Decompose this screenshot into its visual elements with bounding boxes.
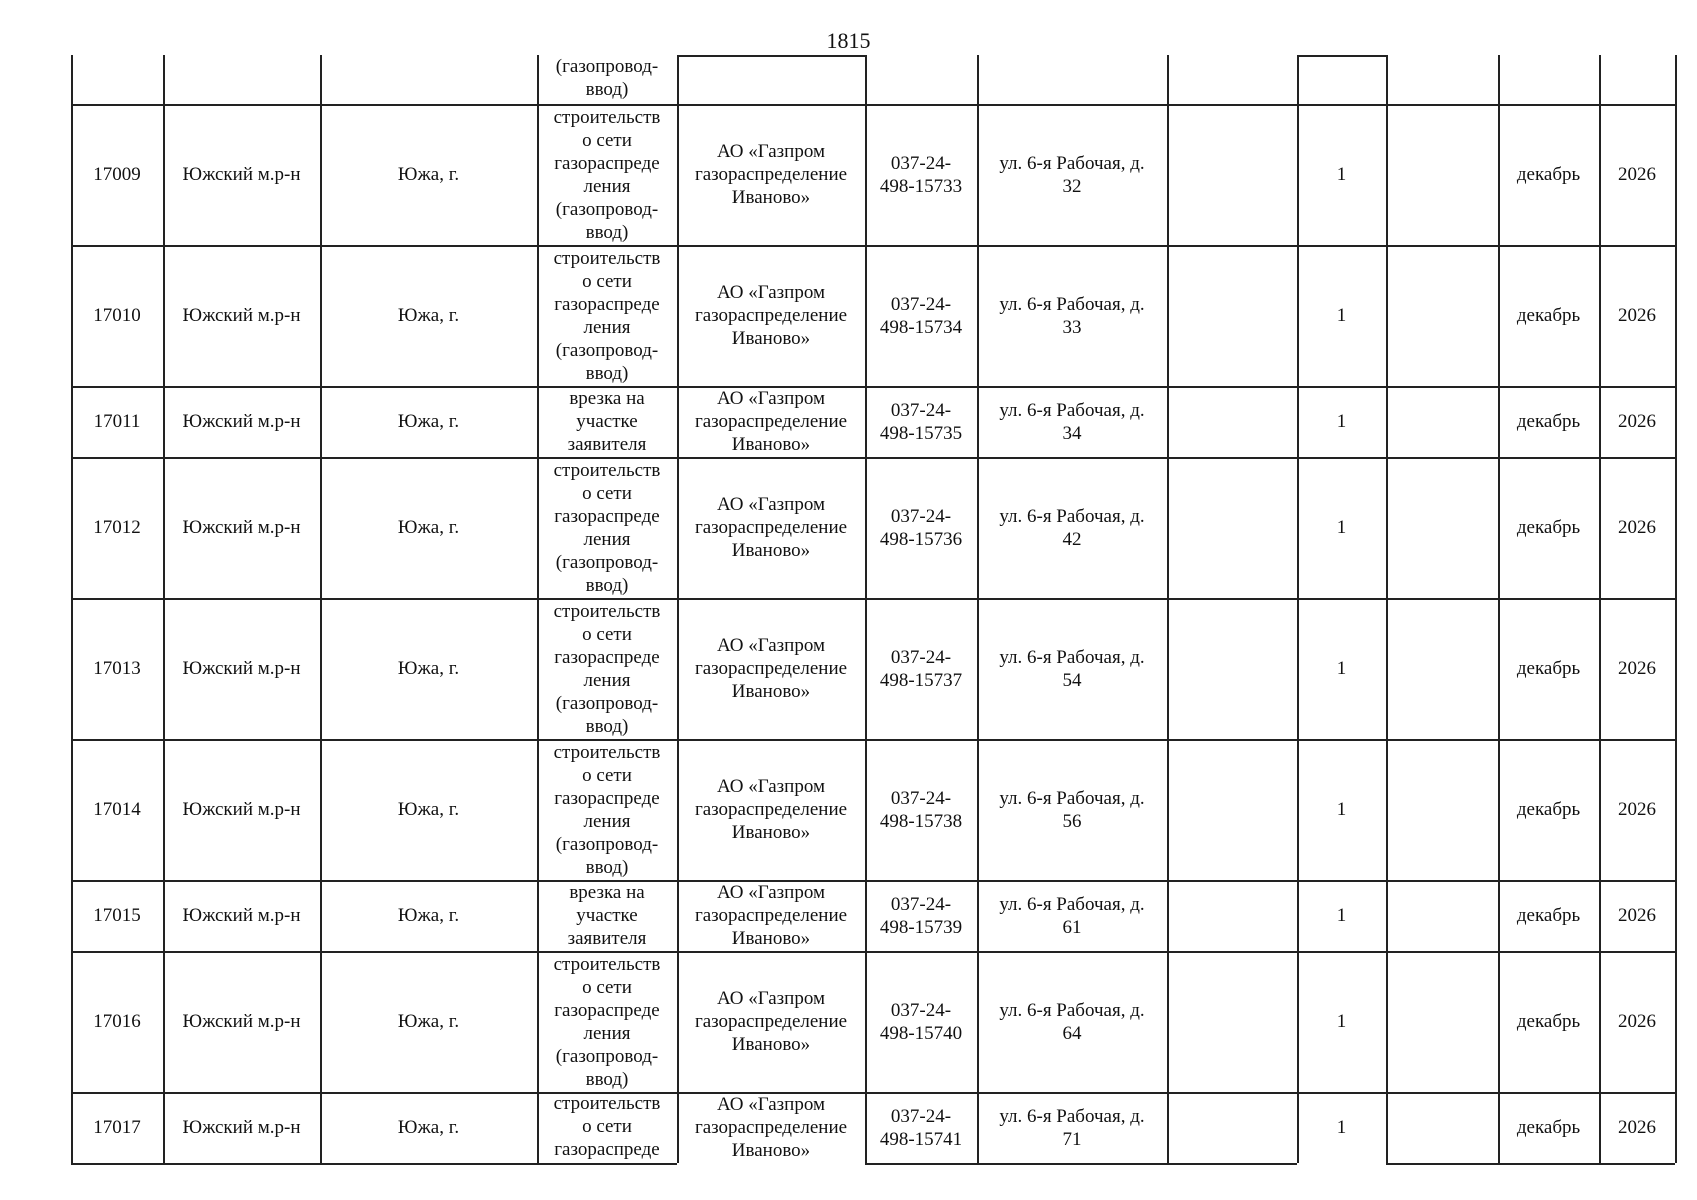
row-number-text: 17012: [93, 517, 141, 538]
cell-organization: [677, 386, 865, 457]
row-number-text: 17010: [93, 305, 141, 326]
table-hline: [677, 55, 865, 57]
locality-text: Южа, г.: [397, 905, 460, 926]
record-code-text: 037-24- 498-15734: [879, 293, 963, 338]
cell-year: [1599, 880, 1675, 951]
quantity-text: 1: [1336, 411, 1347, 432]
address-text: ул. 6-я Рабочая, д. 34: [999, 399, 1145, 444]
work-type-text: строительств о сети газораспреде ления (газопровод- ввод): [553, 247, 661, 384]
cell-year: [1599, 1092, 1675, 1163]
cell-address: [977, 386, 1167, 457]
cell-locality: [320, 951, 537, 1092]
locality-text: Южа, г.: [397, 411, 460, 432]
address-text: ул. 6-я Рабочая, д. 56: [999, 787, 1145, 832]
year-text: 2026: [1618, 905, 1656, 926]
cell-quantity: [1297, 104, 1386, 245]
cell-work-type: [537, 951, 677, 1092]
cell-record-code: [865, 104, 977, 245]
organization-text: АО «Газпром газораспределение Иваново»: [694, 1094, 848, 1161]
cell-note: [1167, 104, 1297, 245]
table-hline: [71, 1163, 677, 1165]
year-text: 2026: [1618, 411, 1656, 432]
cell-row-number: [71, 739, 163, 880]
cell-quantity: [1297, 739, 1386, 880]
cell-record-code: [865, 880, 977, 951]
cell-address: [977, 245, 1167, 386]
district-text: Южский м.р-н: [182, 517, 301, 538]
cell-address: [977, 739, 1167, 880]
quantity-text: 1: [1336, 658, 1347, 679]
cell-locality: [320, 598, 537, 739]
cell-note: [1167, 1092, 1297, 1163]
record-code-text: 037-24- 498-15737: [879, 646, 963, 691]
organization-text: АО «Газпром газораспределение Иваново»: [694, 141, 848, 208]
month-text: декабрь: [1516, 905, 1581, 926]
cell-extra: [1386, 457, 1498, 598]
district-text: Южский м.р-н: [182, 1117, 301, 1138]
record-code-text: 037-24- 498-15736: [879, 505, 963, 550]
cell-year: [1599, 104, 1675, 245]
organization-text: АО «Газпром газораспределение Иваново»: [694, 635, 848, 702]
work-type-continuation: [537, 55, 677, 104]
cell-organization: [677, 880, 865, 951]
cell-note: [1167, 598, 1297, 739]
cell-year: [1599, 739, 1675, 880]
cell-locality: [320, 880, 537, 951]
month-text: декабрь: [1516, 411, 1581, 432]
cell-work-type: [537, 386, 677, 457]
work-type-text: строительств о сети газораспреде ления (газопровод- ввод): [553, 741, 661, 878]
quantity-text: 1: [1336, 799, 1347, 820]
cell-quantity: [1297, 598, 1386, 739]
data-table: [71, 55, 1675, 1165]
organization-text: АО «Газпром газораспределение Иваново»: [694, 882, 848, 949]
cell-work-type: [537, 245, 677, 386]
cell-district: [163, 104, 320, 245]
work-type-text: строительств о сети газораспреде ления (газопровод- ввод): [553, 106, 661, 243]
cell-row-number: [71, 245, 163, 386]
year-text: 2026: [1618, 799, 1656, 820]
quantity-text: 1: [1336, 1011, 1347, 1032]
year-text: 2026: [1618, 1011, 1656, 1032]
table-hline: [865, 1163, 1297, 1165]
cell-record-code: [865, 1092, 977, 1163]
locality-text: Южа, г.: [397, 164, 460, 185]
locality-text: Южа, г.: [397, 1011, 460, 1032]
work-type-text: строительств о сети газораспреде: [553, 1093, 661, 1160]
organization-text: АО «Газпром газораспределение Иваново»: [694, 282, 848, 349]
locality-text: Южа, г.: [397, 305, 460, 326]
cell-quantity: [1297, 245, 1386, 386]
cell-organization: [677, 951, 865, 1092]
table-hline: [1297, 55, 1386, 57]
month-text: декабрь: [1516, 1117, 1581, 1138]
cell-record-code: [865, 245, 977, 386]
cell-month: [1498, 1092, 1599, 1163]
cell-row-number: [71, 1092, 163, 1163]
cell-quantity: [1297, 1092, 1386, 1163]
cell-month: [1498, 739, 1599, 880]
cell-organization: [677, 1092, 865, 1163]
cell-work-type: [537, 598, 677, 739]
district-text: Южский м.р-н: [182, 905, 301, 926]
record-code-text: 037-24- 498-15739: [879, 893, 963, 938]
cell-month: [1498, 951, 1599, 1092]
table-hline: [1386, 1163, 1675, 1165]
cell-organization: [677, 598, 865, 739]
cell-month: [1498, 598, 1599, 739]
cell-district: [163, 1092, 320, 1163]
work-type-text: врезка на участке заявителя: [567, 882, 647, 949]
cell-work-type: [537, 739, 677, 880]
cell-year: [1599, 245, 1675, 386]
cell-record-code: [865, 386, 977, 457]
cell-extra: [1386, 386, 1498, 457]
month-text: декабрь: [1516, 305, 1581, 326]
cell-quantity: [1297, 951, 1386, 1092]
cell-district: [163, 245, 320, 386]
year-text: 2026: [1618, 164, 1656, 185]
cell-row-number: [71, 457, 163, 598]
cell-row-number: [71, 104, 163, 245]
row-number-text: 17016: [93, 1011, 141, 1032]
cell-district: [163, 386, 320, 457]
cell-district: [163, 598, 320, 739]
cell-address: [977, 457, 1167, 598]
record-code-text: 037-24- 498-15735: [879, 399, 963, 444]
cell-text: (газопровод- ввод): [555, 56, 659, 100]
organization-text: АО «Газпром газораспределение Иваново»: [694, 388, 848, 455]
cell-note: [1167, 245, 1297, 386]
cell-extra: [1386, 739, 1498, 880]
district-text: Южский м.р-н: [182, 799, 301, 820]
year-text: 2026: [1618, 1117, 1656, 1138]
cell-organization: [677, 457, 865, 598]
address-text: ул. 6-я Рабочая, д. 64: [999, 999, 1145, 1044]
cell-locality: [320, 739, 537, 880]
cell-month: [1498, 880, 1599, 951]
row-number-text: 17017: [93, 1117, 141, 1138]
locality-text: Южа, г.: [397, 517, 460, 538]
month-text: декабрь: [1516, 799, 1581, 820]
locality-text: Южа, г.: [397, 799, 460, 820]
cell-record-code: [865, 598, 977, 739]
cell-locality: [320, 104, 537, 245]
cell-work-type: [537, 457, 677, 598]
row-number-text: 17013: [93, 658, 141, 679]
record-code-text: 037-24- 498-15741: [879, 1105, 963, 1150]
cell-locality: [320, 1092, 537, 1163]
cell-work-type: [537, 880, 677, 951]
cell-extra: [1386, 598, 1498, 739]
cell-locality: [320, 457, 537, 598]
address-text: ул. 6-я Рабочая, д. 61: [999, 893, 1145, 938]
locality-text: Южа, г.: [397, 1117, 460, 1138]
cell-address: [977, 104, 1167, 245]
address-text: ул. 6-я Рабочая, д. 71: [999, 1105, 1145, 1150]
record-code-text: 037-24- 498-15733: [879, 152, 963, 197]
cell-address: [977, 951, 1167, 1092]
cell-district: [163, 739, 320, 880]
cell-year: [1599, 598, 1675, 739]
month-text: декабрь: [1516, 164, 1581, 185]
cell-quantity: [1297, 386, 1386, 457]
cell-extra: [1386, 951, 1498, 1092]
quantity-text: 1: [1336, 164, 1347, 185]
row-number-text: 17015: [93, 905, 141, 926]
cell-year: [1599, 951, 1675, 1092]
cell-month: [1498, 386, 1599, 457]
month-text: декабрь: [1516, 658, 1581, 679]
row-number-text: 17014: [93, 799, 141, 820]
quantity-text: 1: [1336, 1117, 1347, 1138]
cell-locality: [320, 386, 537, 457]
cell-locality: [320, 245, 537, 386]
cell-row-number: [71, 598, 163, 739]
cell-extra: [1386, 1092, 1498, 1163]
address-text: ул. 6-я Рабочая, д. 33: [999, 293, 1145, 338]
cell-month: [1498, 104, 1599, 245]
cell-address: [977, 1092, 1167, 1163]
cell-work-type: [537, 1092, 677, 1163]
cell-extra: [1386, 880, 1498, 951]
quantity-text: 1: [1336, 305, 1347, 326]
cell-row-number: [71, 386, 163, 457]
cell-address: [977, 880, 1167, 951]
cell-extra: [1386, 104, 1498, 245]
cell-row-number: [71, 880, 163, 951]
cell-row-number: [71, 951, 163, 1092]
organization-text: АО «Газпром газораспределение Иваново»: [694, 988, 848, 1055]
cell-organization: [677, 245, 865, 386]
district-text: Южский м.р-н: [182, 305, 301, 326]
quantity-text: 1: [1336, 905, 1347, 926]
cell-note: [1167, 457, 1297, 598]
cell-organization: [677, 104, 865, 245]
record-code-text: 037-24- 498-15738: [879, 787, 963, 832]
year-text: 2026: [1618, 305, 1656, 326]
cell-record-code: [865, 951, 977, 1092]
district-text: Южский м.р-н: [182, 411, 301, 432]
cell-record-code: [865, 457, 977, 598]
row-number-text: 17009: [93, 164, 141, 185]
organization-text: АО «Газпром газораспределение Иваново»: [694, 776, 848, 843]
cell-organization: [677, 739, 865, 880]
district-text: Южский м.р-н: [182, 164, 301, 185]
cell-address: [977, 598, 1167, 739]
cell-district: [163, 951, 320, 1092]
work-type-text: строительств о сети газораспреде ления (газопровод- ввод): [553, 600, 661, 737]
cell-quantity: [1297, 880, 1386, 951]
quantity-text: 1: [1336, 517, 1347, 538]
cell-month: [1498, 457, 1599, 598]
cell-year: [1599, 386, 1675, 457]
address-text: ул. 6-я Рабочая, д. 42: [999, 505, 1145, 550]
work-type-text: строительств о сети газораспреде ления (газопровод- ввод): [553, 953, 661, 1090]
row-number-text: 17011: [93, 411, 141, 432]
cell-district: [163, 457, 320, 598]
month-text: декабрь: [1516, 1011, 1581, 1032]
locality-text: Южа, г.: [397, 658, 460, 679]
year-text: 2026: [1618, 658, 1656, 679]
cell-quantity: [1297, 457, 1386, 598]
cell-extra: [1386, 245, 1498, 386]
address-text: ул. 6-я Рабочая, д. 32: [999, 152, 1145, 197]
work-type-text: строительств о сети газораспреде ления (газопровод- ввод): [553, 459, 661, 596]
month-text: декабрь: [1516, 517, 1581, 538]
cell-note: [1167, 386, 1297, 457]
cell-month: [1498, 245, 1599, 386]
work-type-text: врезка на участке заявителя: [567, 388, 647, 455]
record-code-text: 037-24- 498-15740: [879, 999, 963, 1044]
address-text: ул. 6-я Рабочая, д. 54: [999, 646, 1145, 691]
cell-note: [1167, 951, 1297, 1092]
cell-note: [1167, 739, 1297, 880]
cell-record-code: [865, 739, 977, 880]
cell-district: [163, 880, 320, 951]
cell-year: [1599, 457, 1675, 598]
district-text: Южский м.р-н: [182, 658, 301, 679]
page-number: 1815: [826, 28, 871, 53]
table-vline: [1675, 55, 1677, 1163]
organization-text: АО «Газпром газораспределение Иваново»: [694, 494, 848, 561]
year-text: 2026: [1618, 517, 1656, 538]
cell-note: [1167, 880, 1297, 951]
district-text: Южский м.р-н: [182, 1011, 301, 1032]
cell-work-type: [537, 104, 677, 245]
